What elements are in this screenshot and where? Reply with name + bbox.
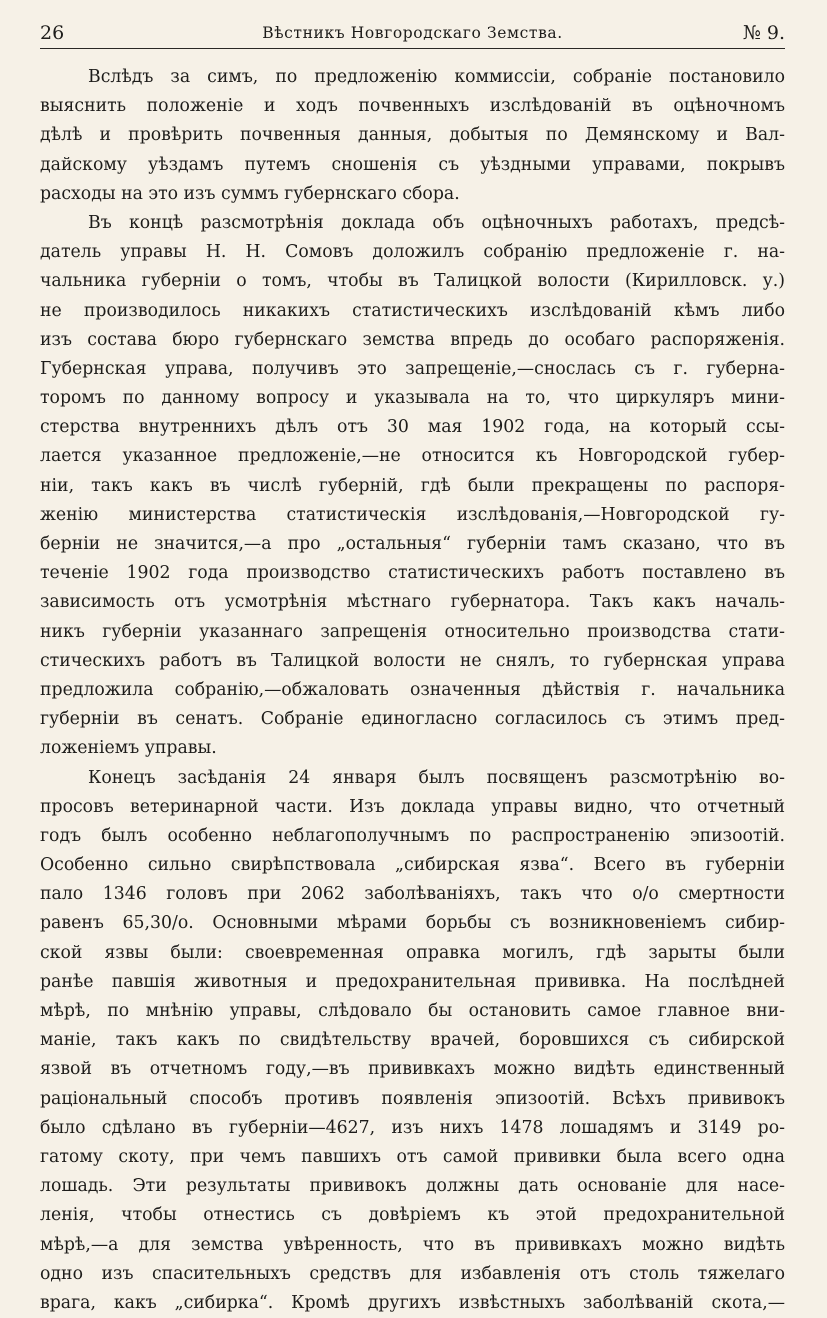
text-line: Вслѣдъ за симъ, по предложенію коммиссіи, собраніе постановило [88, 67, 785, 87]
text-line: гатому скоту, при чемъ павшихъ отъ самой прививки была всего одна [40, 1146, 785, 1167]
text-line: датель управы Н. Н. Сомовъ доложилъ собранію предложеніе г. на- [40, 242, 785, 263]
text-line: дайскому уѣздамъ путемъ сношенія съ уѣздными управами, покрывъ [40, 154, 785, 175]
text-line: раціональный способъ противъ появленія эпизоотій. Всѣхъ прививокъ [40, 1088, 785, 1109]
text-line: равенъ 65,30/о. Основными мѣрами борьбы съ возникновеніемъ сибир- [40, 913, 785, 934]
text-line: стерства внутреннихъ дѣлъ отъ 30 мая 1902 года, на который ссы- [40, 417, 785, 438]
text-line: Особенно сильно свирѣпствовала „сибирская язва“. Всего въ губерніи [40, 855, 785, 876]
text-line: ніи, такъ какъ въ числѣ губерній, гдѣ были прекращены по распоря- [40, 475, 785, 496]
text-line: предложила собранію,—обжаловать означенныя дѣйствія г. начальника [40, 679, 785, 700]
text-line: было сдѣлано въ губерніи—4627, изъ нихъ 1478 лошадямъ и 3149 ро- [40, 1117, 785, 1138]
text-line: никъ губерніи указаннаго запрещенія относительно производства стати- [40, 621, 785, 642]
text-line: зависимость отъ усмотрѣнія мѣстнаго губернатора. Такъ какъ началь- [40, 592, 785, 613]
text-line: ранѣе павшія животныя и предохранительная прививка. На послѣдней [40, 971, 785, 992]
text-line: мѣрѣ,—а для земства увѣренность, что въ прививкахъ можно видѣть [40, 1234, 785, 1255]
text-line: женію министерства статистическія изслѣдованія,—Новгородской гу- [40, 504, 785, 525]
text-line: лошадь. Эти результаты прививокъ должны дать основаніе для насе- [40, 1176, 785, 1197]
text-line: ленія, чтобы отнестись съ довѣріемъ къ этой предохранительной [40, 1205, 785, 1226]
text-line: Губернская управа, получивъ это запрещеніе,—снослась съ г. губерна- [40, 358, 785, 379]
text-line: берніи не значится,—а про „остальныя“ губерніи тамъ сказано, что въ [40, 534, 785, 554]
text-line: пало 1346 головъ при 2062 заболѣваніяхъ, такъ что о/о смертности [40, 884, 785, 905]
text-line: одно изъ спасительныхъ средствъ для избавленія отъ столь тяжелаго [40, 1263, 785, 1284]
text-line: губерніи въ сенатъ. Собраніе единогласно согласилось съ этимъ пред- [40, 709, 785, 730]
text-line: ской язвы были: своевременная оправка могилъ, гдѣ зарыты были [40, 942, 785, 963]
running-header [40, 22, 785, 49]
text-line: врага, какъ „сибирка“. Кромѣ другихъ извѣстныхъ заболѣваній скота,— [40, 1292, 785, 1313]
page-number: 26 [40, 22, 65, 44]
text-line: просовъ ветеринарной части. Изъ доклада управы видно, что отчетный [40, 796, 785, 817]
article-body [40, 63, 785, 1318]
text-line: лается указанное предложеніе,—не относится къ Новгородской губер- [40, 446, 785, 467]
journal-title: Вѣстникъ Новгородскаго Земства. [262, 24, 563, 42]
text-line: стическихъ работъ въ Талицкой волости не снялъ, то губернская управа [40, 650, 785, 671]
text-line: выяснить положеніе и ходъ почвенныхъ изслѣдованій въ оцѣночномъ [40, 96, 785, 117]
text-line: язвой въ отчетномъ году,—въ прививкахъ можно видѣть единственный [40, 1059, 785, 1080]
text-line: мѣрѣ, по мнѣнію управы, слѣдовало бы остановить самое главное вни- [40, 1001, 785, 1021]
text-line: расходы на это изъ суммъ губернскаго сбора. [40, 183, 460, 204]
text-line: торомъ по данному вопросу и указывала на то, что циркуляръ мини- [40, 388, 785, 409]
text-line: дѣлѣ и провѣрить почвенныя данныя, добытыя по Демянскому и Вал- [40, 125, 785, 146]
text-line: не производилось никакихъ статистическихъ изслѣдованій кѣмъ либо [40, 300, 785, 321]
text-line: изъ состава бюро губернскаго земства впредь до особаго распоряженія. [40, 329, 785, 350]
text-line: теченіе 1902 года производство статистическихъ работъ поставлено въ [40, 563, 785, 584]
text-line: маніе, такъ какъ по свидѣтельству врачей, боровшихся съ сибирской [40, 1030, 785, 1051]
issue-number: № 9. [742, 22, 785, 44]
text-line: Въ концѣ разсмотрѣнія доклада объ оцѣночныхъ работахъ, предсѣ- [88, 212, 785, 233]
text-line: ложеніемъ управы. [40, 738, 217, 759]
text-line: Конецъ засѣданія 24 января былъ посвященъ разсмотрѣнію во- [88, 767, 785, 788]
text-line: чальника губерніи о томъ, чтобы въ Талицкой волости (Кирилловск. у.) [40, 271, 785, 292]
text-line: годъ былъ особенно неблагополучнымъ по распространенію эпизоотій. [40, 825, 785, 846]
